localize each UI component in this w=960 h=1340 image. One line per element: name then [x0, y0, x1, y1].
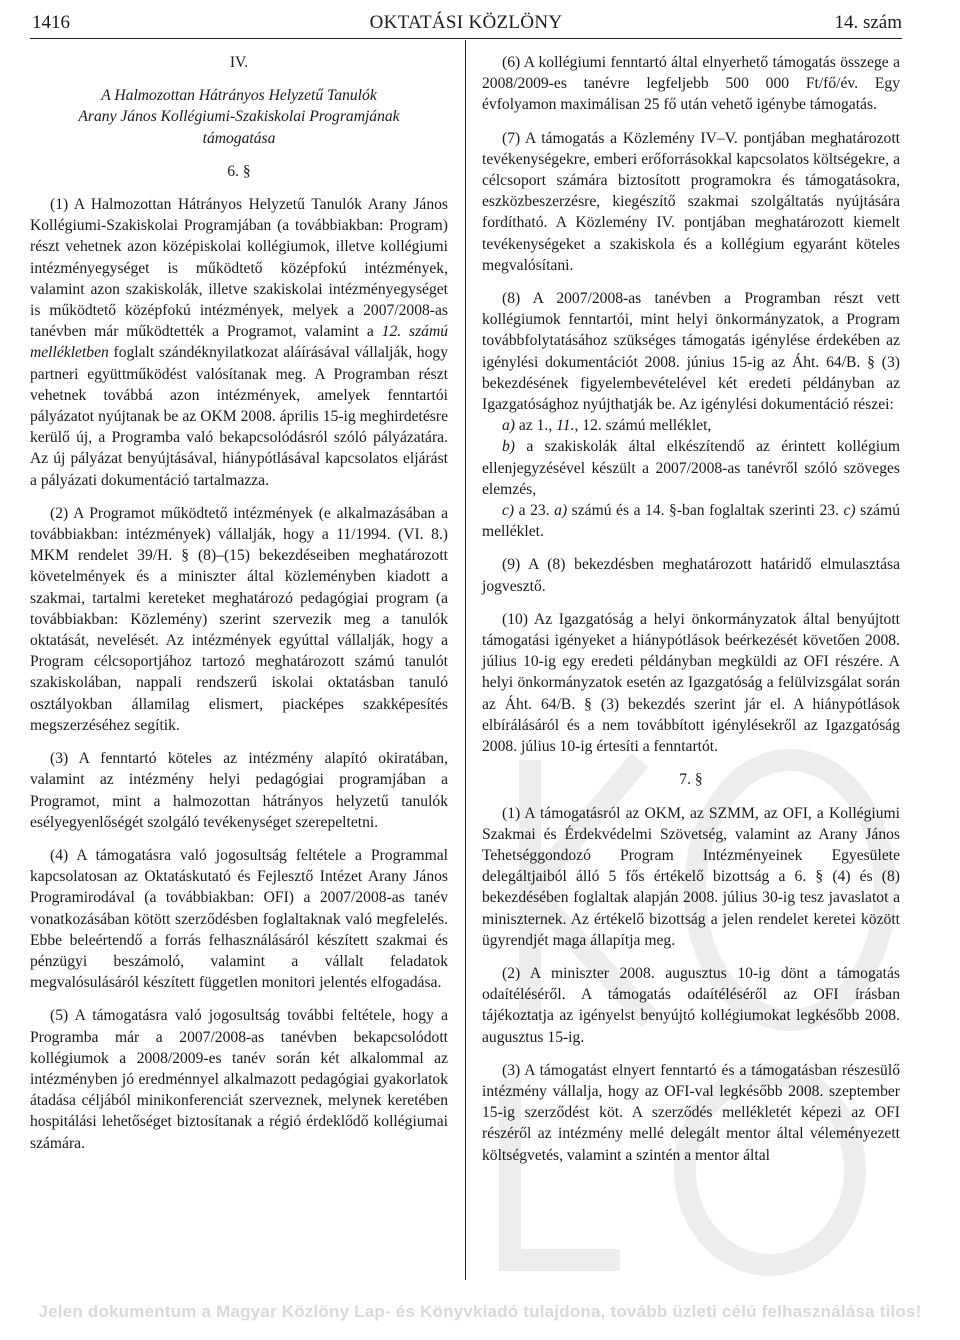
publication-title: OKTATÁSI KÖZLÖNY	[369, 12, 563, 33]
page-number: 1416	[32, 12, 70, 33]
chapter-title-line-3: támogatása	[202, 129, 276, 147]
copyright-footer: Jelen dokumentum a Magyar Közlöny Lap- és Könyvkiadó tulajdona, tovább üzleti célú felhasználása tilos!	[38, 1302, 922, 1321]
section-6-paragraph-10: (10) Az Igazgatóság a helyi önkormányzatok által benyújtott támogatási igényeket a hiánypótlások beérkezését követően 2008. július 10-ig egy eredeti példányban megküldi az OFI részére. A helyi önkormányzatok esetén az Igazgatóság a felülvizsgálat során az Áht. 64/B. § (3) bekezdés szerint jár el. A hiánypótlások elbírálásáról és a nem továbbított igénylésekről az Igazgatóság 2008. július 10-ig értesíti a fenntartót.	[482, 610, 900, 756]
section-6-paragraph-8: (8) A 2007/2008-as tanévben a Programban részt vett kollégiumok fenntartói, mint helyi önkormányzatok, a Program továbbfolytatásához szükséges támogatás igénylése érdekében az igénylési dokumentációt 2008. június 15-ig az Áht. 64/B. § (3) bekezdésének figyelembevételével két eredeti példányban az Igazgatósághoz nyújthatják be. Az igénylési dokumentáció részei:	[482, 290, 900, 414]
paragraph-1-text-a: (1) A Halmozottan Hátrányos Helyzetű Tanulók Arany János Kollégiumi-Szakiskolai Programjában (a továbbiakban: Program) részt vehetnek azon középiskolai kollégiumok, illetve kollégiumi intézményegységet is működtető középfokú intézmények, valamint azon szakiskolák, illetve szakiskolai intézményegységet is működtető középfokú intézmények, melyek a 2007/2008-as tanévben már működtették a Programot, valamint a	[30, 196, 448, 341]
section-7-paragraph-3: (3) A támogatást elnyert fenntartó és a támogatásban részesülő intézmény vállalja, hogy az OFI-val legkésőbb 2008. szeptember 15-ig szerződést köt. A szerződés mellékletét képezi az OFI részéről az intézmény mellé delegált mentor által véleményezett költségvetés, valamint a szintén a mentor által	[482, 1061, 900, 1164]
item-c-emphasis-2: c)	[843, 502, 856, 520]
section-6-paragraph-5: (5) A támogatásra való jogosultság további feltétele, hogy a Programba már a 2007/2008-as tanévben bekapcsolódott kollégiumok a 2008/2009-es tanév során két alkalommal az intézményben jó eredménnyel alkalmazott pedagógiai gyakorlatok átadása céljából minikonferenciát szerveznek, melynek keretében hospitálási lehetőséget biztosítanak a régió érdeklődő kollégiumai számára.	[30, 1007, 448, 1152]
item-a-label: a)	[502, 417, 515, 435]
section-6-paragraph-3: (3) A fenntartó köteles az intézmény alapító okiratában, valamint az intézmény helyi pedagógiai programjában a Programot, mint a halmozottan hátrányos helyzetű tanulók esélyegyenlőségét szolgáló tevékenységet szerepeltetni.	[30, 750, 448, 831]
item-a-text-1: az 1.,	[515, 417, 557, 435]
section-7-paragraph-1: (1) A támogatásról az OKM, az SZMM, az OFI, a Kollégiumi Szakmai és Érdekvédelmi Szövetség, valamint az Arany János Tehetséggondozó Program Intézményeinek Egyesülete delegáltjaiból álló 5 fős értékelő bizottság a 6. § (4) és (8) bekezdésében foglaltak alapján 2008. július 30-ig tesz javaslatot a miniszternek. Az értékelő bizottság a jelen rendelet keretei között ügyrendjét maga állapítja meg.	[482, 804, 900, 949]
issue-number: 14. szám	[834, 12, 902, 33]
right-column	[482, 52, 900, 1178]
item-c-text-1: a 23.	[514, 502, 555, 520]
item-c-text-2: számú és a 14. §-ban foglaltak szerinti 23.	[567, 502, 844, 520]
paragraph-1-text-b: foglalt szándéknyilatkozat aláírásával vállalják, hogy partneri együttműködést valósítanak meg. A Programban részt vehetnek továbbá azon intézmények, amelyek fenntartói pályázatot nyújtanak be az OKM 2008. április 15-ig meghirdetésre kerülő új, a Programba való bekapcsolódásról szóló pályázatára. Az új pályázat benyújtásával, hiánypótlásával kapcsolatos eljárást a pályázati dokumentáció tartalmazza.	[30, 344, 448, 489]
section-6-paragraph-7: (7) A támogatás a Közlemény IV–V. pontjában meghatározott tevékenységekre, emberi erőforrásokkal kapcsolatos költségekre, a célcsoport számára biztosított programokra és támogatásokra, eszközbeszerzésre, kiegészítő szakmai szolgáltatás nyújtására fordítható. A Közlemény IV. pontjában meghatározott kiemelt tevékenységeket a szakiskola és a kollégium egyaránt köteles megvalósítani.	[482, 129, 900, 274]
paragraph-8-item-a	[482, 415, 900, 436]
column-divider	[465, 40, 466, 1280]
item-b-label: b)	[502, 438, 515, 456]
item-a-text-2: , 12. számú melléklet,	[574, 417, 712, 435]
section-7-paragraph-2: (2) A miniszter 2008. augusztus 10-ig dönt a támogatás odaítéléséről. A támogatás odaítéléséről az OFI írásban tájékoztatja az igényelst benyújtó kollégiumokat legkésőbb 2008. augusztus 15-ig.	[482, 964, 900, 1046]
chapter-title	[30, 85, 448, 149]
item-c-emphasis-1: a)	[554, 502, 568, 520]
section-6-paragraph-9: (9) A (8) bekezdésben meghatározott határidő elmulasztása jogvesztő.	[482, 556, 900, 595]
section-6-paragraph-4: (4) A támogatásra való jogosultság feltétele a Programmal kapcsolatosan az Oktatáskutató és Fejlesztő Intézet Arany János Programirodával (a továbbiakban: OFI) a 2007/2008-as tanév vonatkozásában kötött szerződésben foglaltaknak való megfelelés. Ebbe beleértendő a forrás felhasználásáról készített szakmai és pénzügyi beszámoló, valamint a vállalt feladatok megvalósulásáról készített független monitori jelentés elfogadása.	[30, 846, 448, 992]
section-6-heading: 6. §	[227, 162, 251, 180]
header-rule	[30, 38, 902, 39]
chapter-title-line-2: Arany János Kollégiumi-Szakiskolai Programjának	[78, 108, 400, 126]
chapter-title-line-1: A Halmozottan Hátrányos Helyzetű Tanulók	[101, 87, 377, 105]
section-6-paragraph-1	[30, 194, 448, 491]
item-c-label: c)	[502, 502, 515, 520]
left-column	[30, 52, 448, 1166]
item-a-emphasis: 11.	[556, 417, 575, 435]
paragraph-1-emphasis: 12. számú mellékletben	[30, 323, 449, 362]
section-6-paragraph-6: (6) A kollégiumi fenntartó által elnyerhető támogatás összege a 2008/2009-es tanévre legfeljebb 500 000 Ft/fő/év. Egy évfolyamon maximálisan 25 fő után vehető igénybe támogatás.	[482, 54, 900, 114]
paragraph-8-item-c	[482, 500, 900, 542]
page-header	[30, 10, 902, 36]
section-7-heading: 7. §	[679, 771, 703, 789]
section-6-paragraph-2: (2) A Programot működtető intézmények (e alkalmazásában a továbbiakban: intézmények) vállalják, hogy a 11/1994. (VI. 8.) MKM rendelet 39/H. § (8)–(15) bekezdéseiben meghatározott követelmények és a miniszter által közleményben kiadott a szakmai, tartalmi kereteket meghatározó pedagógiai program (a továbbiakban: Közlemény) szerint szervezik meg a tanulók oktatását, nevelését. Az intézmények egyúttal vállalják, hogy a Program célcsoportjához tartozó meghatározott számú tanulót szakiskolában, nappali rendszerű iskolai oktatásban tanuló osztályokban államilag elismert, piacképes szakképesítés megszerzéséhez segítik.	[30, 504, 448, 734]
chapter-number: IV.	[229, 54, 249, 71]
paragraph-8-item-b	[482, 436, 900, 500]
item-b-text: a szakiskolák által elkészítendő az érintett kollégium ellenjegyzésével készült a 2007/2008-as tanévről szóló szöveges elemzés,	[482, 438, 900, 498]
item-c-text-3: számú melléklet.	[482, 502, 900, 541]
